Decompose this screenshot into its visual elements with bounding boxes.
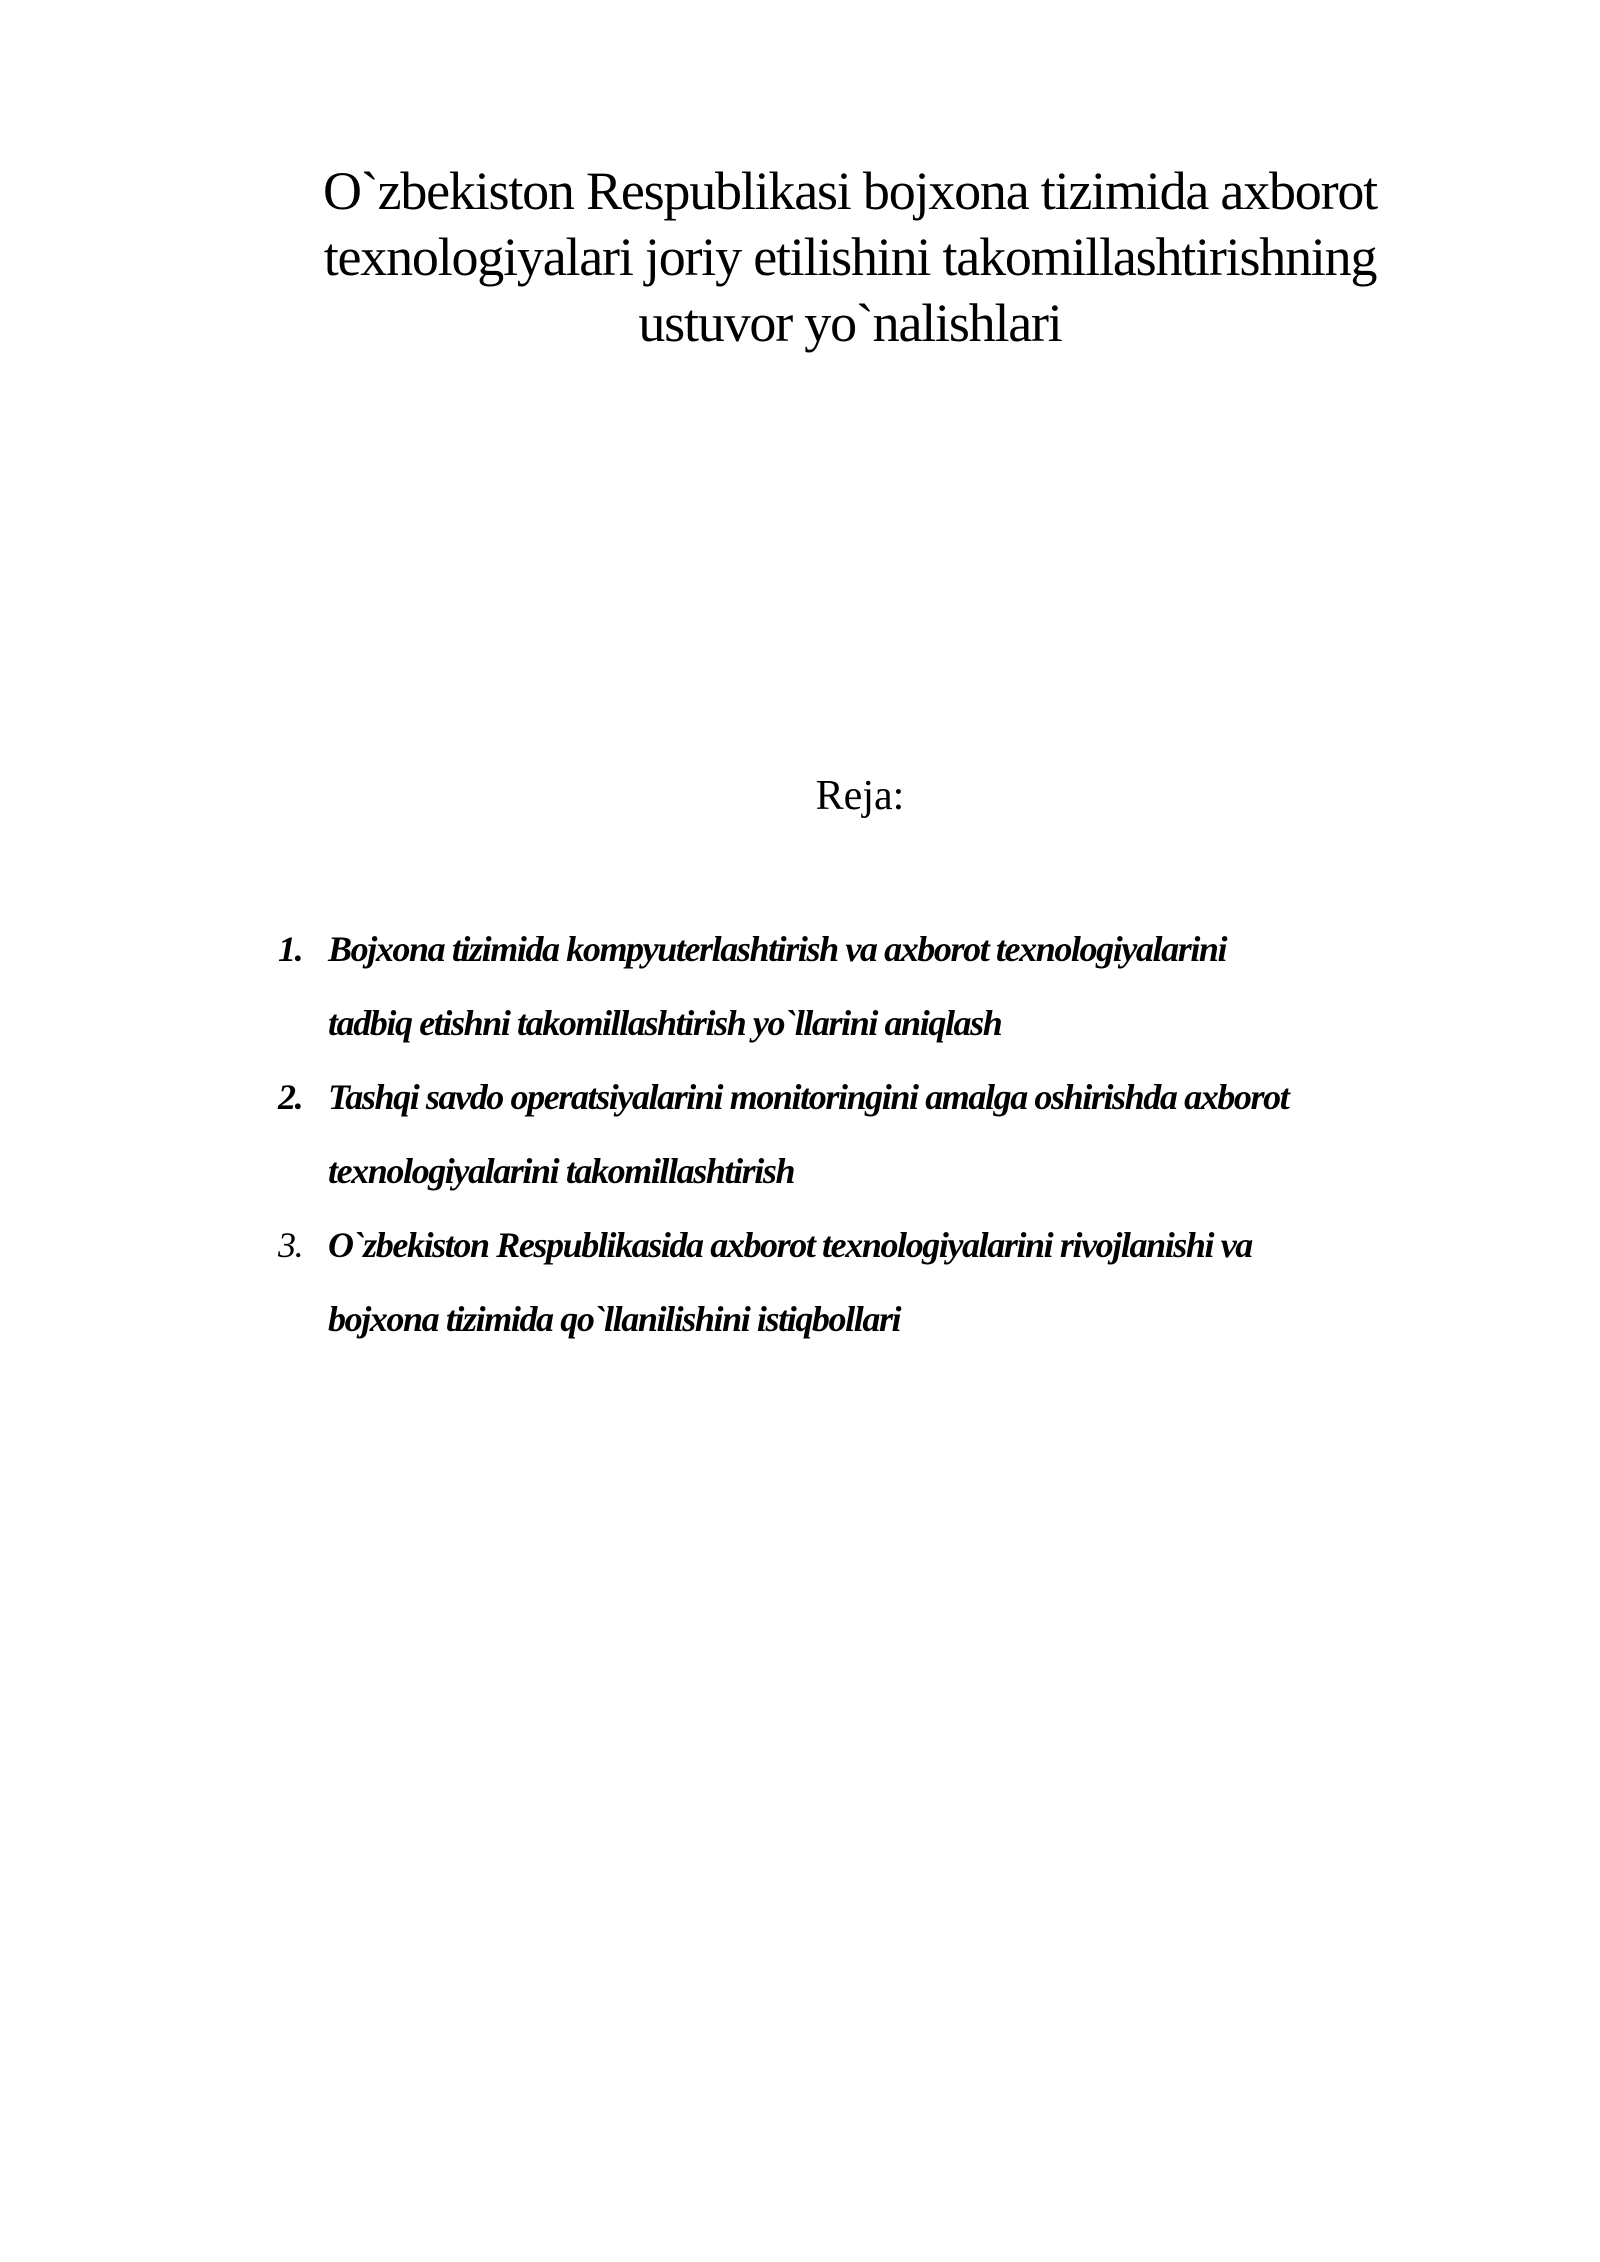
plan-item-number: 3.	[278, 1225, 303, 1265]
title-line-3: ustuvor yo`nalishlari	[638, 293, 1062, 353]
plan-item-2	[278, 1060, 1498, 1208]
plan-item-text-line: Bojxona tizimida kompyuterlashtirish va axborot texnologiyalarini	[328, 929, 1227, 969]
plan-item-text-line: Tashqi savdo operatsiyalarini monitoringini amalga oshirishda axborot	[328, 1077, 1289, 1117]
title-line-2: texnologiyalari joriy etilishini takomillashtirishning	[323, 227, 1377, 287]
plan-item-number: 1.	[278, 929, 303, 969]
plan-list	[278, 912, 1498, 1356]
plan-item-number: 2.	[278, 1077, 303, 1117]
plan-item-1	[278, 912, 1498, 1060]
document-title	[240, 158, 1460, 356]
title-line-1: O`zbekiston Respublikasi bojxona tizimida axborot	[322, 161, 1377, 221]
plan-item-text-line: texnologiyalarini takomillashtirish	[328, 1151, 795, 1191]
plan-heading: Reja:	[815, 773, 905, 819]
plan-item-text-line: O`zbekiston Respublikasida axborot texnologiyalarini rivojlanishi va	[328, 1225, 1252, 1265]
plan-item-text-line: bojxona tizimida qo`llanilishini istiqbollari	[328, 1299, 901, 1339]
plan-item-3	[278, 1208, 1498, 1356]
plan-item-text-line: tadbiq etishni takomillashtirish yo`llarini aniqlash	[328, 1003, 1002, 1043]
